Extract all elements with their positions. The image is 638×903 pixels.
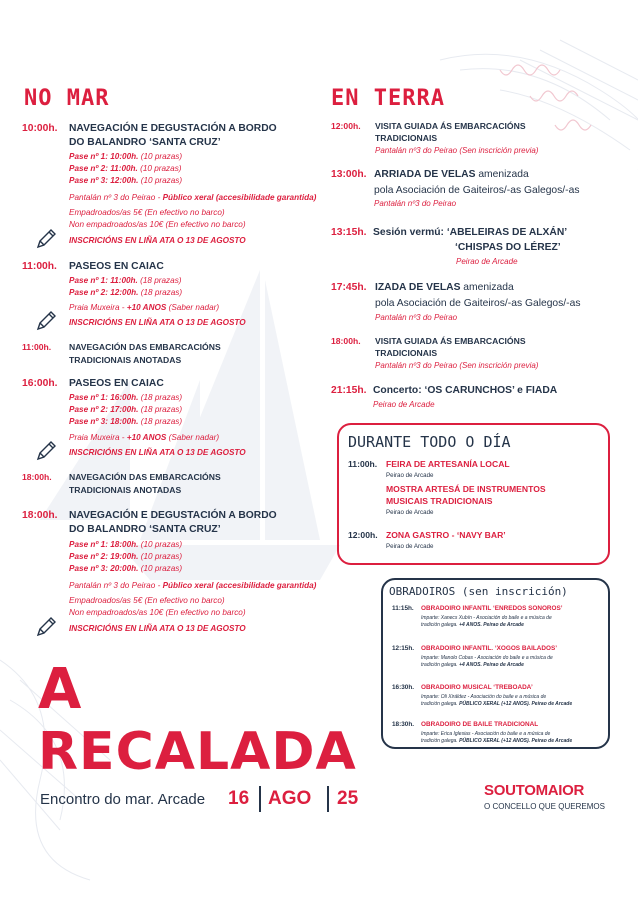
- workshop-desc: tradición galega.: [421, 738, 458, 744]
- workshop-public: +4 ANOS. Peirao de Arcade: [457, 622, 524, 628]
- event-title: NAVEGACIÓN DAS EMBARCACIÓNS: [69, 472, 221, 482]
- event-title: PASEOS EN CAIAC: [69, 378, 164, 389]
- all-day-title: DURANTE TODO O DÍA: [348, 433, 511, 451]
- date-divider: [259, 786, 261, 812]
- event-time: 13:00h.: [331, 169, 367, 180]
- event-time: 18:00h.: [22, 472, 52, 482]
- pass-label: Pase nº 1: 16:00h.: [69, 393, 139, 402]
- workshop-time: 11:15h.: [392, 605, 414, 612]
- date-month: AGO: [268, 788, 312, 809]
- event-place: Pantalán nº 3 do Peirao -: [69, 581, 163, 590]
- workshop-desc: tradición galega.: [421, 622, 458, 628]
- event-time: 17:45h.: [331, 282, 367, 293]
- event-time: 21:15h.: [331, 385, 367, 396]
- event-title: NAVEGACIÓN DAS EMBARCACIÓNS: [69, 342, 221, 352]
- pass-label: Pase nº 2: 12:00h.: [69, 288, 139, 297]
- date-day: 16: [228, 788, 250, 809]
- pass-seats: (18 prazas): [140, 405, 183, 414]
- workshop-title: OBRADOIRO INFANTIL ‘ENREDOS SONOROS’: [421, 605, 563, 612]
- pass-seats: (18 prazas): [140, 288, 183, 297]
- pass-seats: (18 prazas): [140, 417, 183, 426]
- event-place: Peirao de Arcade: [386, 509, 434, 516]
- soutomaior-logo: SOUTOMAIOR: [484, 782, 585, 799]
- workshops-title: OBRADOIROS (sen inscrición): [389, 585, 568, 598]
- workshop-title: OBRADOIRO DE BAILE TRADICIONAL: [421, 721, 539, 728]
- workshop-public: +4 ANOS. Peirao de Arcade: [457, 662, 524, 668]
- event-title: MUSICAIS TRADICIONAIS: [386, 496, 493, 506]
- registration-link[interactable]: INSCRICIÓNS EN LIÑA ATA O 13 DE AGOSTO: [69, 624, 246, 633]
- event-time: 18:00h.: [331, 336, 361, 346]
- registration-link[interactable]: INSCRICIÓNS EN LIÑA ATA O 13 DE AGOSTO: [69, 236, 246, 245]
- no-mar-heading: NO MAR: [24, 86, 110, 111]
- event-title-a: A: [38, 657, 82, 722]
- event-place: Peirao de Arcade: [456, 257, 518, 266]
- event-place: Pantalán nº3 do Peirao: [374, 199, 457, 208]
- pass-seats: (18 prazas): [140, 276, 182, 285]
- event-place: Pantalán nº3 do Peirao (Sen inscrición previa): [375, 361, 539, 370]
- event-title: ‘CHISPAS DO LÉREZ’: [455, 242, 561, 253]
- event-title-suffix: amenizada: [460, 282, 514, 293]
- workshop-public: PÚBLICO XERAL (+12 ANOS). Peirao de Arcade: [457, 701, 573, 707]
- workshop-desc: Imparte: Oli Xiráldez - Asociación do baile e a música de: [421, 694, 547, 700]
- pass-seats: (10 prazas): [140, 540, 183, 549]
- event-place: Peirao de Arcade: [386, 543, 434, 550]
- event-title: ZONA GASTRO - ‘NAVY BAR’: [386, 530, 506, 540]
- registration-link[interactable]: INSCRICIÓNS EN LIÑA ATA O 13 DE AGOSTO: [69, 318, 246, 327]
- registration-link[interactable]: INSCRICIÓNS EN LIÑA ATA O 13 DE AGOSTO: [69, 448, 246, 457]
- event-title: TRADICIONAIS: [375, 348, 438, 358]
- event-price: Non empadroados/as 10€ (En efectivo no barco): [69, 220, 246, 229]
- event-subtitle: Encontro do mar. Arcade: [40, 791, 206, 808]
- event-title-suffix: amenizada: [475, 169, 529, 180]
- event-title: PASEOS EN CAIAC: [69, 261, 164, 272]
- workshop-desc: tradición galega.: [421, 662, 458, 668]
- event-place: Praia Muxeira -: [69, 433, 127, 442]
- workshop-time: 16:30h.: [392, 684, 415, 691]
- pass-seats: (10 prazas): [140, 176, 183, 185]
- event-title: DO BALANDRO ‘SANTA CRUZ’: [69, 524, 221, 535]
- event-title: VISITA GUIADA ÁS EMBARCACIÓNS: [375, 336, 526, 346]
- pass-label: Pase nº 2: 17:00h.: [69, 405, 139, 414]
- event-place: Peirao de Arcade: [373, 400, 435, 409]
- event-place: Peirao de Arcade: [386, 472, 434, 479]
- event-place: Praia Muxeira -: [69, 303, 127, 312]
- event-title-recalada: RECALADA: [38, 722, 357, 782]
- pass-seats: (10 prazas): [140, 552, 183, 561]
- event-age: +10 ANOS: [126, 433, 167, 442]
- event-title: MOSTRA ARTESÁ DE INSTRUMENTOS: [386, 484, 546, 494]
- pass-seats: (10 prazas): [140, 564, 183, 573]
- event-subtitle: pola Asociación de Gaiteiros/-as Galegos/-as: [374, 185, 580, 196]
- event-time: 11:00h.: [22, 261, 57, 272]
- pencil-icon: [35, 440, 57, 462]
- workshop-desc: tradición galega.: [421, 701, 458, 707]
- pass-label: Pase nº 3: 18:00h.: [69, 417, 139, 426]
- workshop-time: 12:15h.: [392, 645, 415, 652]
- event-age: +10 ANOS: [126, 303, 167, 312]
- event-time: 11:00h.: [22, 342, 52, 352]
- workshop-desc: Imparte: Xanecs Xubín - Asociación do baile e a música de: [421, 615, 552, 621]
- event-time: 18:00h.: [22, 510, 58, 521]
- event-price: Empadroados/as 5€ (En efectivo no barco): [69, 208, 225, 217]
- workshop-public: PÚBLICO XERAL (+12 ANOS). Peirao de Arcade: [457, 738, 573, 744]
- event-title: TRADICIONAIS ANOTADAS: [69, 355, 182, 365]
- event-time: 12:00h.: [331, 121, 361, 131]
- event-title: Sesión vermú: ‘ABELEIRAS DE ALXÁN’: [373, 227, 568, 238]
- event-title: TRADICIONAIS: [375, 133, 438, 143]
- event-title: IZADA DE VELAS: [375, 282, 461, 293]
- date-year: 25: [337, 788, 359, 809]
- event-public: Público xeral (accesibilidade garantida): [162, 581, 317, 590]
- pass-seats: (10 prazas): [140, 164, 182, 173]
- pass-label: Pase nº 1: 11:00h.: [69, 276, 138, 285]
- workshop-title: OBRADOIRO INFANTIL. ‘XOGOS BAILADOS’: [421, 645, 557, 652]
- en-terra-heading: EN TERRA: [331, 86, 445, 111]
- event-title: Concerto: ‘OS CARUNCHOS’ e FIADA: [373, 385, 558, 396]
- pass-label: Pase nº 1: 18:00h.: [69, 540, 139, 549]
- event-title: DO BALANDRO ‘SANTA CRUZ’: [69, 137, 221, 148]
- event-place: Pantalán nº3 do Peirao (Sen inscrición previa): [375, 146, 539, 155]
- event-subtitle: pola Asociación de Gaiteiros/-as Galegos/-as: [375, 298, 581, 309]
- event-title: FEIRA DE ARTESANÍA LOCAL: [386, 459, 510, 469]
- event-time: 12:00h.: [348, 530, 378, 540]
- workshop-time: 18:30h.: [392, 721, 415, 728]
- pass-label: Pase nº 3: 12:00h.: [69, 176, 139, 185]
- pass-label: Pase nº 2: 11:00h.: [69, 164, 138, 173]
- pass-seats: (18 prazas): [140, 393, 183, 402]
- event-title: VISITA GUIADA ÁS EMBARCACIÓNS: [375, 121, 526, 131]
- workshop-desc: Imparte: Erica Iglesias - Asociación do baile e a música de: [421, 731, 551, 737]
- soutomaior-tagline: O CONCELLO QUE QUEREMOS: [484, 802, 605, 811]
- event-time: 13:15h.: [331, 227, 367, 238]
- event-price: Non empadroados/as 10€ (En efectivo no barco): [69, 608, 246, 617]
- event-note: (Saber nadar): [166, 303, 220, 312]
- event-price: Empadroados/as 5€ (En efectivo no barco): [69, 596, 225, 605]
- pencil-icon: [35, 228, 57, 250]
- pass-label: Pase nº 2: 19:00h.: [69, 552, 139, 561]
- event-title: ARRIADA DE VELAS: [374, 169, 476, 180]
- workshop-title: OBRADOIRO MUSICAL ‘TREBOADA’: [421, 684, 533, 691]
- event-title: NAVEGACIÓN E DEGUSTACIÓN A BORDO: [69, 123, 277, 134]
- pass-label: Pase nº 1: 10:00h.: [69, 152, 139, 161]
- workshop-desc: Imparte: Manolo Cobas - Asociación do baile e a música de: [421, 655, 553, 661]
- event-time: 11:00h.: [348, 459, 378, 469]
- pass-seats: (10 prazas): [140, 152, 183, 161]
- pass-label: Pase nº 3: 20:00h.: [69, 564, 139, 573]
- event-public: Público xeral (accesibilidade garantida): [162, 193, 317, 202]
- event-place: Pantalán nº3 do Peirao: [375, 313, 458, 322]
- pencil-icon: [35, 310, 57, 332]
- event-time: 16:00h.: [22, 378, 58, 389]
- event-time: 10:00h.: [22, 123, 58, 134]
- event-title: TRADICIONAIS ANOTADAS: [69, 485, 182, 495]
- event-place: Pantalán nº 3 do Peirao -: [69, 193, 163, 202]
- event-note: (Saber nadar): [166, 433, 220, 442]
- event-title: NAVEGACIÓN E DEGUSTACIÓN A BORDO: [69, 510, 277, 521]
- date-divider: [327, 786, 329, 812]
- pencil-icon: [35, 616, 57, 638]
